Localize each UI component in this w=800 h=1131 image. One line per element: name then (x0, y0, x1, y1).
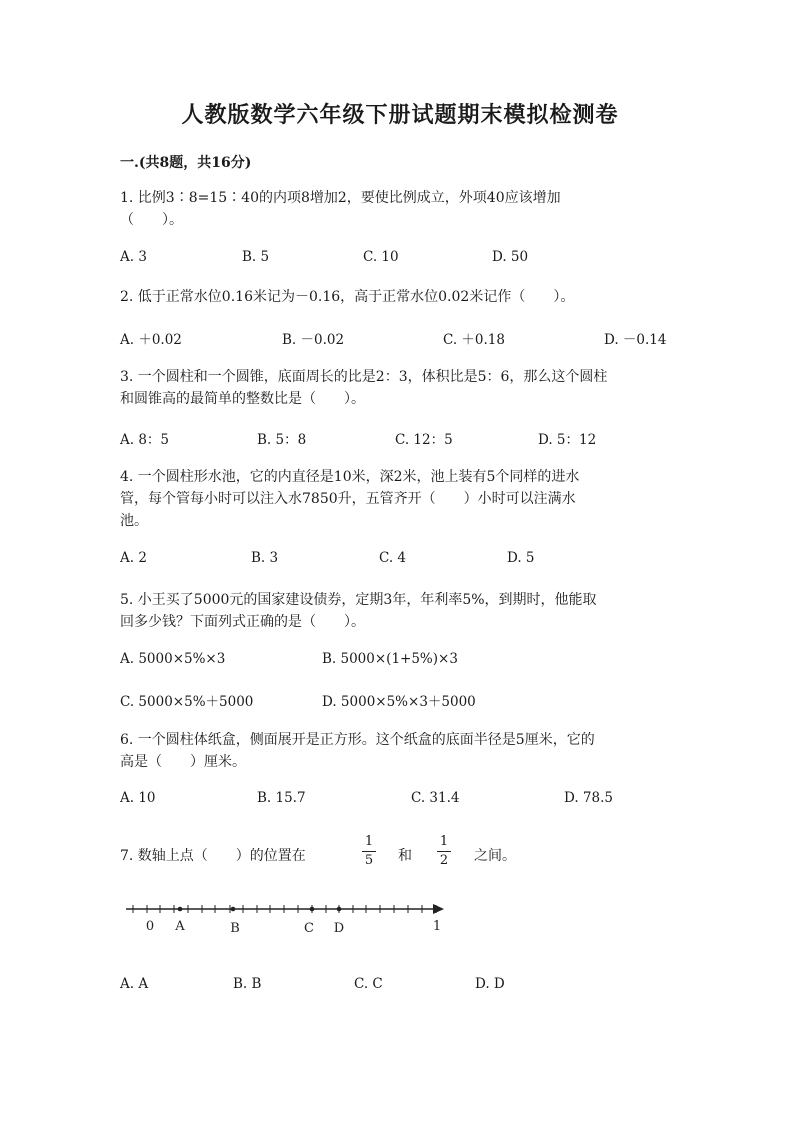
option-b[interactable]: B. －0.02 (282, 332, 345, 348)
options-4 (120, 550, 680, 570)
option-d[interactable]: D. －0.14 (604, 332, 667, 348)
label-zero: 0 (145, 919, 155, 934)
options-5-row-2 (120, 690, 680, 710)
options-2 (120, 328, 680, 348)
fraction-denominator: 2 (439, 853, 449, 868)
question-text: 4. 一个圆柱形水池，它的内直径是10米，深2米，池上装有5个同样的进水 (120, 469, 580, 485)
option-d[interactable]: D. 50 (492, 249, 529, 265)
option-a[interactable]: A. 2 (120, 550, 147, 566)
fraction-one-fifth (362, 834, 376, 869)
page-title: 人教版数学六年级下册试题期末模拟检测卷 (181, 102, 619, 128)
question-7-text-end: 之间。 (474, 848, 516, 864)
label-c: C (304, 921, 314, 936)
fraction-one-half (437, 834, 451, 869)
section-heading: 一.(共8题，共16分) (120, 155, 252, 171)
option-d[interactable]: D. 78.5 (564, 790, 613, 806)
question-text: 1. 比例3∶8=15∶40的内项8增加2，要使比例成立，外项40应该增加 (120, 190, 561, 206)
option-c[interactable]: C. 10 (363, 249, 399, 265)
question-text: 5. 小王买了5000元的国家建设债券，定期3年，年利率5%，到期时，他能取 (120, 592, 597, 608)
options-1 (120, 249, 680, 269)
fraction-bar (437, 851, 451, 852)
option-a[interactable]: A. 3 (120, 249, 147, 265)
point-a-dot (178, 907, 183, 912)
option-a[interactable]: A. 5000×5%×3 (120, 651, 226, 667)
point-c-dot (310, 907, 315, 912)
question-2 (120, 286, 574, 308)
point-b-dot (231, 907, 236, 912)
question-7-and: 和 (398, 848, 412, 864)
question-7-text: 7. 数轴上点（ ）的位置在 (120, 848, 306, 864)
question-text: 2. 低于正常水位0.16米记为－0.16，高于正常水位0.02米记作（ ）。 (120, 289, 575, 305)
option-c[interactable]: C. ＋0.18 (443, 332, 505, 348)
question-text: 高是（ ）厘米。 (120, 754, 246, 770)
option-c[interactable]: C. 4 (379, 550, 407, 566)
option-d[interactable]: D. D (475, 976, 505, 992)
option-b[interactable]: B. 3 (251, 550, 279, 566)
question-text: （ ）。 (120, 212, 183, 228)
option-c[interactable]: C. 12：5 (395, 432, 453, 448)
option-c[interactable]: C. C (354, 976, 383, 992)
option-a[interactable]: A. A (120, 976, 149, 992)
question-text: 6. 一个圆柱体纸盒，侧面展开是正方形。这个纸盒的底面半径是5厘米，它的 (120, 732, 595, 748)
question-text: 管，每个管每小时可以注入水7850升，五管齐开（ ）小时可以注满水 (120, 491, 576, 507)
question-1 (120, 187, 561, 231)
option-b[interactable]: B. B (233, 976, 262, 992)
fraction-numerator: 1 (439, 834, 449, 849)
question-text: 和圆锥高的最简单的整数比是（ ）。 (120, 391, 365, 407)
question-text: 池。 (120, 513, 148, 529)
option-d[interactable]: D. 5000×5%×3＋5000 (322, 694, 476, 710)
options-6 (120, 790, 680, 810)
option-b[interactable]: B. 15.7 (257, 790, 306, 806)
option-a[interactable]: A. ＋0.02 (120, 332, 182, 348)
option-a[interactable]: A. 8：5 (120, 432, 170, 448)
question-text: 回多少钱？下面列式正确的是（ ）。 (120, 614, 365, 630)
label-d: D (333, 921, 345, 936)
number-line (110, 895, 460, 940)
options-7 (120, 976, 680, 996)
question-5 (120, 589, 597, 633)
option-a[interactable]: A. 10 (120, 790, 156, 806)
option-d[interactable]: D. 5 (507, 550, 535, 566)
label-one: 1 (432, 919, 442, 934)
option-c[interactable]: C. 31.4 (411, 790, 460, 806)
label-a: A (175, 919, 185, 934)
fraction-denominator: 5 (364, 853, 374, 868)
option-b[interactable]: B. 5000×(1+5%)×3 (322, 651, 458, 667)
point-d-dot (337, 907, 342, 912)
option-b[interactable]: B. 5 (242, 249, 270, 265)
fraction-bar (362, 851, 376, 852)
label-b: B (230, 921, 240, 936)
option-c[interactable]: C. 5000×5%＋5000 (120, 694, 254, 710)
question-4 (120, 466, 579, 532)
fraction-numerator: 1 (364, 834, 374, 849)
options-5-row-1 (120, 651, 680, 671)
arrow-head-icon (433, 904, 444, 914)
question-3 (120, 366, 607, 410)
options-3 (120, 428, 680, 448)
option-d[interactable]: D. 5：12 (538, 432, 597, 448)
question-6 (120, 729, 595, 773)
option-b[interactable]: B. 5：8 (257, 432, 307, 448)
question-text: 3. 一个圆柱和一个圆锥，底面周长的比是2：3，体积比是5：6，那么这个圆柱 (120, 369, 608, 385)
